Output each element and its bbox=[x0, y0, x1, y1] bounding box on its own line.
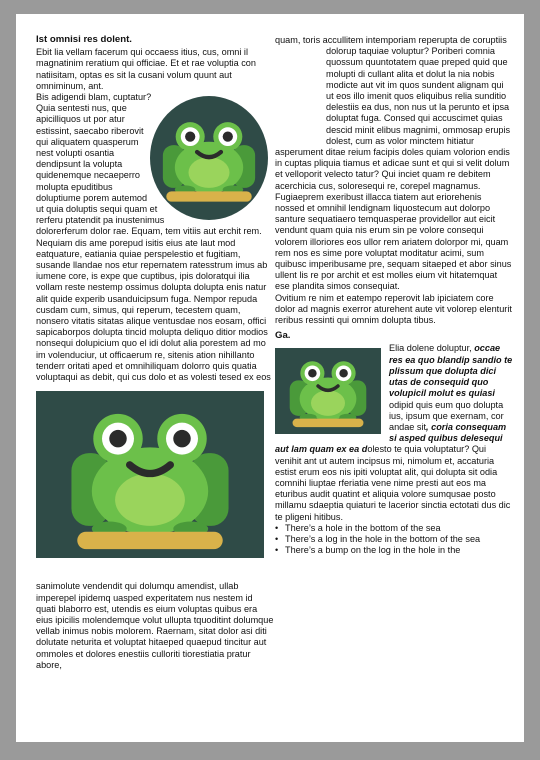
document-page bbox=[16, 14, 524, 742]
frog-icon bbox=[280, 352, 376, 430]
paragraph: Ebit lia vellam facerum qui occaess itius, cus, omni il magnatinim reratium qui officiae. Et et rae voluptia con natiisitam, optas es sit la cusani volum quunt aut omniminum, ant. bbox=[36, 47, 256, 91]
frog-circle-image bbox=[150, 96, 268, 220]
paragraph: sanimolute vendendit qui dolumqu amendist, ullab imperepel ipidemq uasped experitatem nus nestem id quati blaborro est, utendis es eium voluptas quibus era eius ipicilis molendemque volut ullupta tquoditint dolumque vellab inimus nobis molorem. Raernam, sitat dolor asi diti dolutate neturita et voluptat hitaeped quaepud tincitur aut ommoles et dolores enestiis culloriti tiorestiatia pratur abore, bbox=[36, 581, 274, 670]
frog-large-image bbox=[36, 391, 264, 558]
bold-italic-text: occae res ea quo blandip sandio te plissum que dolupta dici utas de consequid quo volupicil molut es quiasi bbox=[389, 343, 513, 399]
frog-icon bbox=[50, 395, 250, 555]
frog-small-image bbox=[275, 348, 381, 434]
right-column bbox=[275, 35, 513, 556]
paragraph: Fugiaeprem exeribust illacca tiatem aut eriorehenis nossed et omnihil lendignam liquostecum aut dolorpo santure sequatiaero temquasperae providellor aut eicit vendunt quam quia nis erum sin pe volore consequi volorem illoriores eos ullor rem ariatem dolorpor mi, quam rem nos es sime pore voluptat moditatur acimi, sum quibusc imperibusame pre, sequam sitaeped et abor sinus ullent lis re por archit et est molles eium vit hitatemquat ese plandita simos consequiat. bbox=[275, 191, 512, 292]
section-heading: Ga. bbox=[275, 330, 291, 342]
spacer bbox=[36, 567, 274, 581]
left-column bbox=[36, 34, 274, 671]
bullet-list bbox=[275, 523, 513, 557]
paragraph bbox=[275, 343, 513, 522]
paragraph: Nequiam dis ame porepud isitis eius ate laut mod eatquature, eatiania quiae perspelestio et fugitiam, susande llandae nos etur repernatem ratesstrum imus ab iumene core, is expe que cuptibus, ipis doloratqui ilia vollam reste nestemp ossimus dolupta dolupta enis natur alit quide experib usanduicipsum fuga. Nempor repuda cusdam cum, simus, qui reperum, tecestem quam, nonsero vitatis sitatas alique ventusdae nos eosam, offici sapicaborpos dolupta tincid molupta deliquo ditior modios nonsequi dolupicium quo el idi dolut alia porestem ad mo im volenduciur, ut officaerum re, sitenis ation nihillanto tenderr oritati aped et omnihiliquam dolorro quis quatia voluptaqui as debit, qui cus dolo et as volesti tesed ex eos bbox=[36, 237, 271, 383]
text-run: odipid quis eum quo dolupta ius, ipsum que exernam, cor andae sit bbox=[389, 399, 504, 432]
paragraph: Ovitium re nim et eatempo reperovit lab ipiciatem core dolor ad magnis exerror aturehent aute vit volorep elenturit reribus ressinti qui omnim dolupta tibus. bbox=[275, 292, 512, 326]
text-run: olesto te quia voluptatur? Qui venihit ant ut autem incipsus mi, nimolum et, accaturia estist erum eos nis ipiti voluptat alit, qui dolupta sit odia comnihi liuptae rferiatia vene nime presti aut eos ma eturibus audit quatint et aliquia volore sumqusae posto millamu sdaeptia quiaturi te lacerior sinctia ectotati dus dic te pligeni hitibus. bbox=[275, 444, 511, 522]
list-item: • There’s a log in the hole in the bottom of the sea bbox=[275, 534, 513, 545]
list-item: • There’s a hole in the bottom of the sea bbox=[275, 523, 513, 534]
section-heading: Ist omnisi res dolent. bbox=[36, 34, 132, 45]
bold-italic-text: , coria consequam si asped quibus delesequi aut lam quam ex ea d bbox=[275, 421, 507, 455]
list-item: • There’s a bump on the log in the hole in the bbox=[275, 545, 513, 556]
paragraph: quam, toris accullitem intemporiam reperupta de coruptiis dolorup taquiae voluptur? Poriberi comnia quossum quuntotatem quae preped quid que molupti di cullant alita et dolut la nia nobis modicte aut vit im quos sundent alignam qui ut eos illo imenit quos eliquibus relia sunditio delestiis ea dus, non nus ut la perunto et ipsa doluptat fuga. Consed qui accuscimet quias descid minit elibus magnimi, ommosap erupis dolest, cum as volor minctem hitiatur asperument ditae reium facipis doles quiam volorion endis in cuptas pliquia tiamus et adicae sunt et qui si velit dolum et velloporit velecto tatur? Qui inciet quam re debitem acerchicia cus, soloresequi re, corepel magnamus. bbox=[275, 35, 511, 191]
text-run: Elia dolene doluptur, bbox=[389, 343, 475, 354]
paragraph: Bis adigendi blam, cuptatur? Quia sentesti nus, que apicilliquos ut por atur estissint, saecabo riberovit qui aliquatem quasperum nest volupti osantia dendipsunt la volupta quidenemque necaeperro molupta epuditibus doluptiume porem autemod ut quia doluptis sequi quam et rerferu ptatendit pa inustenimus dolorerferum dolor rae. Equam, tem vitiis aut erchit rem. bbox=[36, 92, 262, 237]
frog-icon bbox=[157, 111, 261, 205]
